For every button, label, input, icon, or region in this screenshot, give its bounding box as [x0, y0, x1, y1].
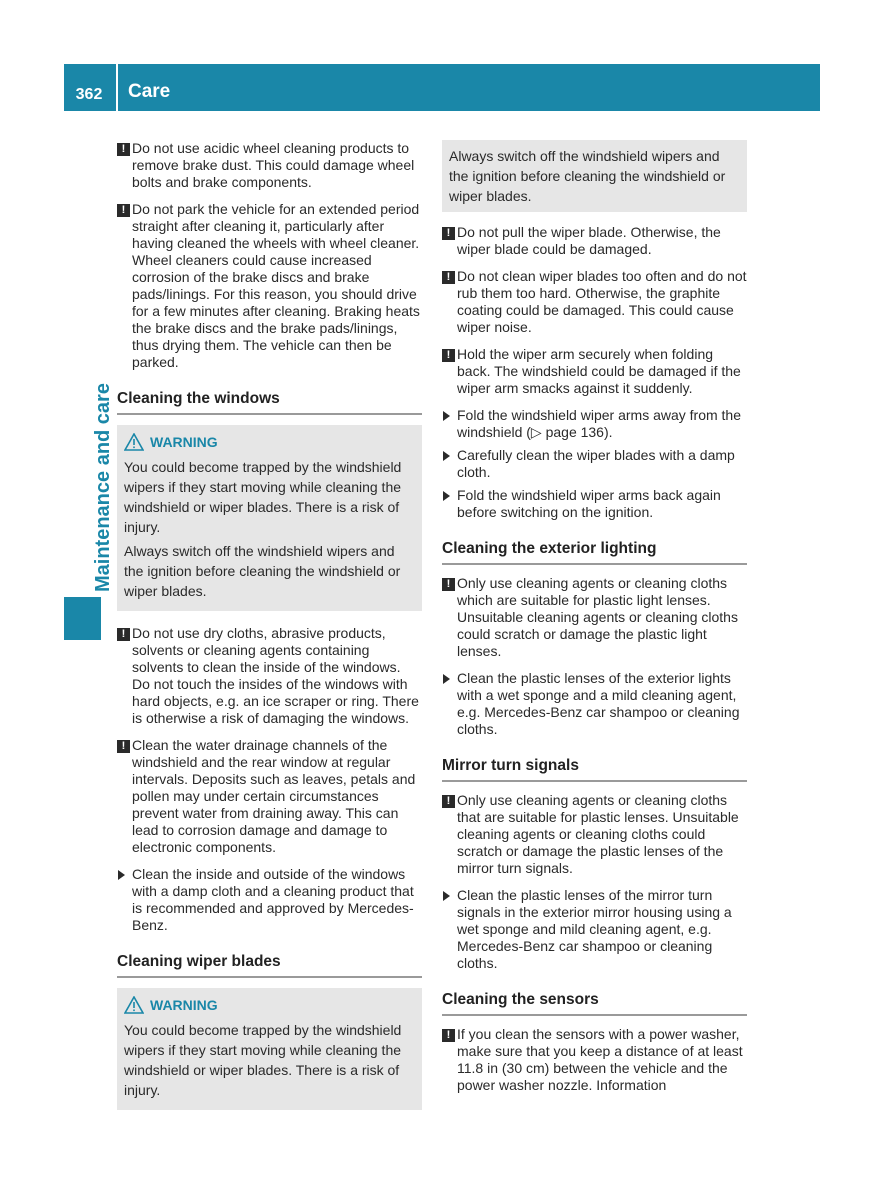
- heading-mirror-turn-signals: Mirror turn signals: [442, 756, 747, 782]
- note-mirror: [442, 792, 747, 877]
- exclamation-note-icon: !: [117, 628, 130, 641]
- arrow-bullet-icon: [118, 870, 125, 880]
- step-text: Clean the plastic lenses of the exterior lights with a wet sponge and a mild cleaning agent, e.g. Mercedes-Benz car shampoo or cleaning cloths.: [457, 670, 740, 737]
- step-text: Carefully clean the wiper blades with a damp cloth.: [457, 447, 735, 480]
- step-text: Fold the windshield wiper arms back again before switching on the ignition.: [457, 487, 721, 520]
- warning-continuation-box: [442, 140, 747, 212]
- arrow-bullet-icon: [443, 674, 450, 684]
- note-text: Only use cleaning agents or cleaning cloths which are suitable for plastic light lenses. Unsuitable cleaning agents or cleaning cloths could scratch or damage the plastic light lenses.: [457, 575, 738, 659]
- note-hold-wiper-arm: [442, 346, 747, 397]
- heading-cleaning-windows: Cleaning the windows: [117, 389, 422, 415]
- warning-title: WARNING: [150, 434, 218, 450]
- note-park-vehicle: [117, 201, 422, 371]
- page-number: 362: [75, 86, 103, 103]
- note-text: Do not clean wiper blades too often and do not rub them too hard. Otherwise, the graphite coating could be damaged. This could cause wiper noise.: [457, 268, 747, 335]
- step-text: Clean the plastic lenses of the mirror turn signals in the exterior mirror housing using a wet sponge and mild cleaning agent, e.g. Mercedes-Benz car shampoo or cleaning cloths.: [457, 887, 732, 971]
- note-dry-cloths: [117, 625, 422, 727]
- warning-title: WARNING: [150, 997, 218, 1013]
- note-clean-too-often: [442, 268, 747, 336]
- heading-cleaning-wiper-blades: Cleaning wiper blades: [117, 952, 422, 978]
- exclamation-note-icon: !: [442, 795, 455, 808]
- note-sensors: [442, 1026, 747, 1094]
- right-column: [442, 140, 747, 1104]
- note-text: If you clean the sensors with a power washer, make sure that you keep a distance of at least 11.8 in (30 cm) between the vehicle and the power washer nozzle. Information: [457, 1026, 743, 1093]
- note-lighting: [442, 575, 747, 660]
- exclamation-note-icon: !: [117, 204, 130, 217]
- exclamation-note-icon: !: [442, 578, 455, 591]
- note-pull-wiper: [442, 224, 747, 258]
- note-text: Hold the wiper arm securely when folding back. The windshield could be damaged if the wiper arm smacks against it suddenly.: [457, 346, 741, 396]
- exclamation-note-icon: !: [442, 271, 455, 284]
- exclamation-note-icon: !: [442, 227, 455, 240]
- warning-triangle-icon: [124, 433, 144, 451]
- warning-text: You could become trapped by the windshield wipers if they start moving while cleaning the windshield or wiper blades. There is a risk of injury.: [124, 459, 402, 535]
- side-tab-marker: [64, 597, 101, 640]
- step-clean-windows: [117, 866, 422, 934]
- left-column: [117, 140, 422, 1124]
- arrow-bullet-icon: [443, 411, 450, 421]
- warning-heading: [124, 433, 415, 451]
- side-tab-label: Maintenance and care: [92, 383, 114, 592]
- step-clean-lights: [442, 670, 747, 738]
- arrow-bullet-icon: [443, 451, 450, 461]
- exclamation-note-icon: !: [117, 143, 130, 156]
- step-clean-blades: [442, 447, 747, 481]
- step-fold-back: [442, 487, 747, 521]
- warning-heading: [124, 996, 415, 1014]
- warning-box-windows: [117, 425, 422, 611]
- exclamation-note-icon: !: [442, 1029, 455, 1042]
- page-header-bar: [64, 64, 820, 111]
- header-divider: [116, 64, 118, 111]
- exclamation-note-icon: !: [442, 349, 455, 362]
- note-text: Do not park the vehicle for an extended period straight after cleaning it, particularly after having cleaned the wheels with wheel cleaner. Wheel cleaners could cause increased corrosion of the brake discs and brake pads/linings. For this reason, you should drive for a few minutes after cleaning. Braking heats the brake discs and the brake pads/linings, thus drying them. The vehicle can then be parked.: [132, 201, 420, 370]
- note-text: Do not use dry cloths, abrasive products, solvents or cleaning agents containing solvents to clean the inside of the windows. Do not touch the insides of the windows with hard objects, e.g. an ice scraper or ring. There is otherwise a risk of damaging the windows.: [132, 625, 419, 726]
- note-brake-dust: [117, 140, 422, 191]
- warning-text: Always switch off the windshield wipers and the ignition before cleaning the windshield or wiper blades.: [124, 543, 401, 599]
- heading-cleaning-sensors: Cleaning the sensors: [442, 990, 747, 1016]
- step-text: Fold the windshield wiper arms away from the windshield (▷ page 136).: [457, 407, 742, 440]
- step-fold-away: [442, 407, 747, 441]
- step-clean-mirror: [442, 887, 747, 972]
- arrow-bullet-icon: [443, 491, 450, 501]
- note-text: Do not use acidic wheel cleaning products to remove brake dust. This could damage wheel bolts and brake components.: [132, 140, 415, 190]
- step-text: Clean the inside and outside of the windows with a damp cloth and a cleaning product that is recommended and approved by Mercedes-Benz.: [132, 866, 414, 933]
- arrow-bullet-icon: [443, 891, 450, 901]
- warning-triangle-icon: [124, 996, 144, 1014]
- warning-text: You could become trapped by the windshield wipers if they start moving while cleaning the windshield or wiper blades. There is a risk of injury.: [124, 1022, 402, 1098]
- section-title: Care: [128, 81, 171, 102]
- warning-text: Always switch off the windshield wipers and the ignition before cleaning the windshield or wiper blades.: [449, 148, 726, 204]
- note-text: Clean the water drainage channels of the windshield and the rear window at regular intervals. Deposits such as leaves, petals and pollen may under certain circumstances prevent water from draining away. This can lead to corrosion damage and damage to electronic components.: [132, 737, 416, 855]
- warning-box-wipers: [117, 988, 422, 1110]
- note-drainage: [117, 737, 422, 856]
- exclamation-note-icon: !: [117, 740, 130, 753]
- note-text: Only use cleaning agents or cleaning cloths that are suitable for plastic lenses. Unsuitable cleaning agents or cleaning cloths could scratch or damage the plastic lenses of the mirror turn signals.: [457, 792, 739, 876]
- heading-exterior-lighting: Cleaning the exterior lighting: [442, 539, 747, 565]
- note-text: Do not pull the wiper blade. Otherwise, the wiper blade could be damaged.: [457, 224, 721, 257]
